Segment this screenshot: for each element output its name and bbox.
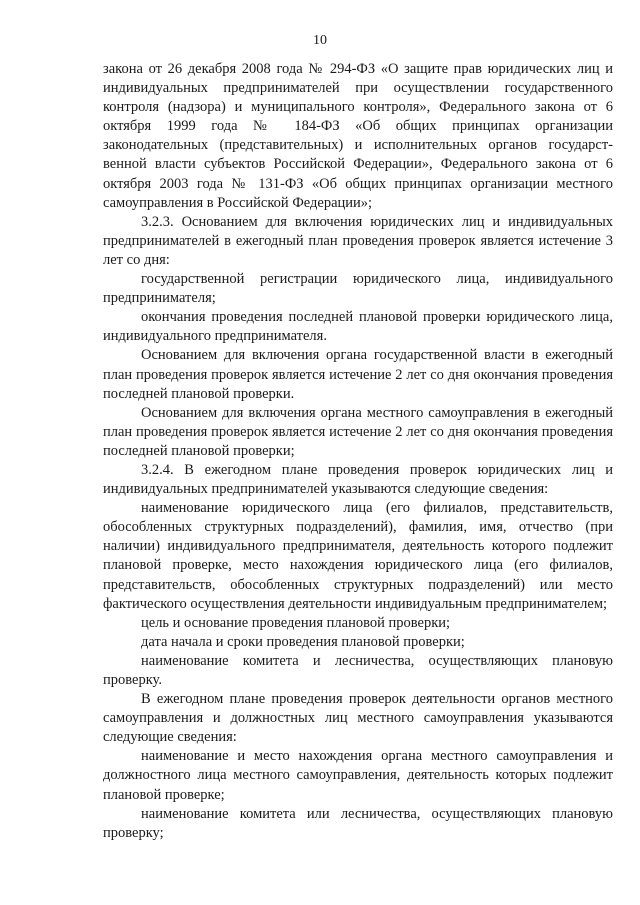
paragraph-3-2-4: 3.2.4. В ежегодном плане проведения проверок юридических лиц и индивидуальных предпринимателей указываются следующие сведения: (103, 461, 613, 498)
paragraph-purpose-basis: цель и основание проведения плановой проверки; (141, 614, 451, 631)
paragraph-state-authority-basis: Основанием для включения органа государственной власти в ежегодный план проведения проверок является истечение 2 лет со дня окончания проведения последней плановой проверки. (103, 347, 613, 402)
document-body (103, 60, 613, 843)
paragraph-start-date-terms: дата начала и сроки проведения плановой проверки; (141, 633, 465, 650)
paragraph-local-body-name-location: наименование и место нахождения органа местного самоуправления и должностного лица местного самоуправления, деятельность которых подлежит плановой проверке; (103, 748, 613, 803)
paragraph-local-government-basis: Основанием для включения органа местного самоуправления в ежегодный план проведения проверок является истечение 2 лет со дня окончания проведения последней плановой проверки; (103, 404, 613, 459)
paragraph-3-2-3: 3.2.3. Основанием для включения юридических лиц и индивидуальных предпринимателей в ежегодный план проведения проверок является истечение 3 лет со дня: (103, 213, 613, 268)
paragraph-committee-forestry: наименование комитета и лесничества, осуществляющих плановую проверку. (103, 652, 613, 688)
paragraph-last-inspection: окончания проведения последней плановой проверки юридического лица, индивидуального предпринимателя. (103, 309, 613, 345)
paragraph-committee-or-forestry: наименование комитета или лесничества, осуществляющих плановую проверку; (103, 805, 613, 841)
paragraph-local-government-plan: В ежегодном плане проведения проверок деятельности органов местного самоуправления и должностных лиц местного самоуправления указываются следующие сведения: (103, 691, 613, 746)
page-number: 10 (313, 33, 327, 48)
paragraph-state-registration: государственной регистрации юридического лица, индивидуального предпринимателя; (103, 271, 613, 307)
paragraph-law-references: закона от 26 декабря 2008 года № 294-ФЗ «О защите прав юридических лиц и индивидуальных предпринимателей при осуществлении государственного контроля (надзора) и муниципального контроля», Федерального закона от 6 октября 1999 года № 184-ФЗ «Об общих принципах организации законодательных (представительных) и исполнительных органов государст-венной власти субъектов Российской Федерации», Федерального закона от 6 октября 2003 года № 131-ФЗ «Об общих принципах организации местного самоуправления в Российской Федерации»; (103, 61, 613, 211)
paragraph-entity-name-location: наименование юридического лица (его филиалов, представительств, обособленных структурных подразделений), фамилия, имя, отчество (при наличии) индивидуального предпринимателя, деятельность которого подлежит плановой проверке, место нахождения юридического лица (его филиалов, представительств, обособленных структурных подразделений) или место фактического осуществления деятельности индивидуальным предпринимателем; (103, 500, 613, 612)
